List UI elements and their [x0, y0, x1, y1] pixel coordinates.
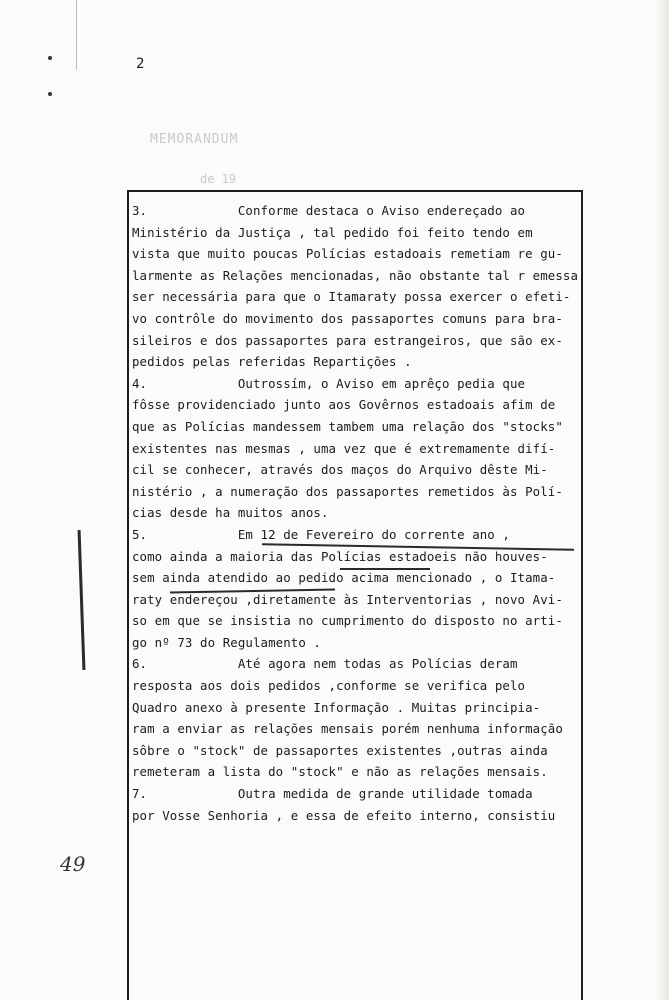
page-number: 2 [136, 56, 145, 72]
scan-edge-line [76, 0, 77, 70]
text-line: fôsse providenciado junto aos Govêrnos estadoais afim de [132, 397, 556, 413]
text-line: que as Polícias mandessem tambem uma relação dos "stocks" [132, 418, 563, 434]
text-line: 4. Outrossím, o Aviso em aprêço pedia que [132, 375, 526, 391]
margin-handwritten-number: 49 [60, 852, 86, 876]
text-line: go nº 73 do Regulamento . [132, 634, 321, 650]
punch-mark [48, 56, 52, 60]
text-line: como ainda a maioria das Polícias estadoeis não houves- [132, 548, 548, 564]
text-line: pedidos pelas referidas Repartições . [132, 354, 412, 370]
faint-header-title: MEMORANDUM [150, 132, 239, 147]
text-line: sem ainda atendido ao pedido acima mencionado , o Itama- [132, 570, 556, 586]
text-line: nistério , a numeração dos passaportes remetidos às Polí- [132, 483, 563, 499]
text-line: larmente as Relações mencionadas, não obstante tal r emessa [132, 267, 579, 283]
text-line: ser necessária para que o Itamaraty possa exercer o efeti- [132, 289, 571, 305]
typed-body-text [132, 200, 584, 826]
frame-top-border [128, 190, 583, 192]
text-line: sileiros e dos passaportes para estrangeiros, que são ex- [132, 332, 563, 348]
text-line: Quadro anexo à presente Informação . Muitas principia- [132, 699, 541, 715]
text-line: cil se conhecer, através dos maços do Arquivo dêste Mi- [132, 462, 548, 478]
text-line: so em que se insistia no cumprimento do disposto no arti- [132, 613, 563, 629]
text-line: 5. Em 12 de Fevereiro do corrente ano , [132, 526, 510, 542]
text-line: ram a enviar as relações mensais porém nenhuma informação [132, 721, 563, 737]
text-line: remeteram a lista do "stock" e não as relações mensais. [132, 764, 548, 780]
text-line: sôbre o "stock" de passaportes existentes ,outras ainda [132, 742, 548, 758]
page-edge-shadow [655, 0, 669, 1000]
text-line: Ministério da Justiça , tal pedido foi feito tendo em [132, 224, 533, 240]
text-line: cias desde ha muitos anos. [132, 505, 329, 521]
text-line: 3. Conforme destaca o Aviso endereçado ao [132, 203, 526, 218]
text-line: 7. Outra medida de grande utilidade tomada [132, 786, 533, 802]
punch-mark [48, 92, 52, 96]
text-line: por Vosse Senhoria , e essa de efeito interno, consistiu [132, 807, 556, 823]
faint-header-date: de 19 [200, 172, 237, 186]
text-line: vo contrôle do movimento dos passaportes comuns para bra- [132, 310, 563, 326]
text-line: raty endereçou ,diretamente às Interventorias , novo Avi- [132, 591, 563, 607]
margin-pen-stroke [78, 530, 86, 670]
frame-left-border [127, 190, 129, 1000]
text-line: 6. Até agora nem todas as Polícias deram [132, 656, 518, 672]
text-line: vista que muito poucas Polícias estadoais remetiam re gu- [132, 246, 563, 262]
text-line: resposta aos dois pedidos ,conforme se verifica pelo [132, 678, 526, 694]
text-line: existentes nas mesmas , uma vez que é extremamente difí- [132, 440, 556, 456]
